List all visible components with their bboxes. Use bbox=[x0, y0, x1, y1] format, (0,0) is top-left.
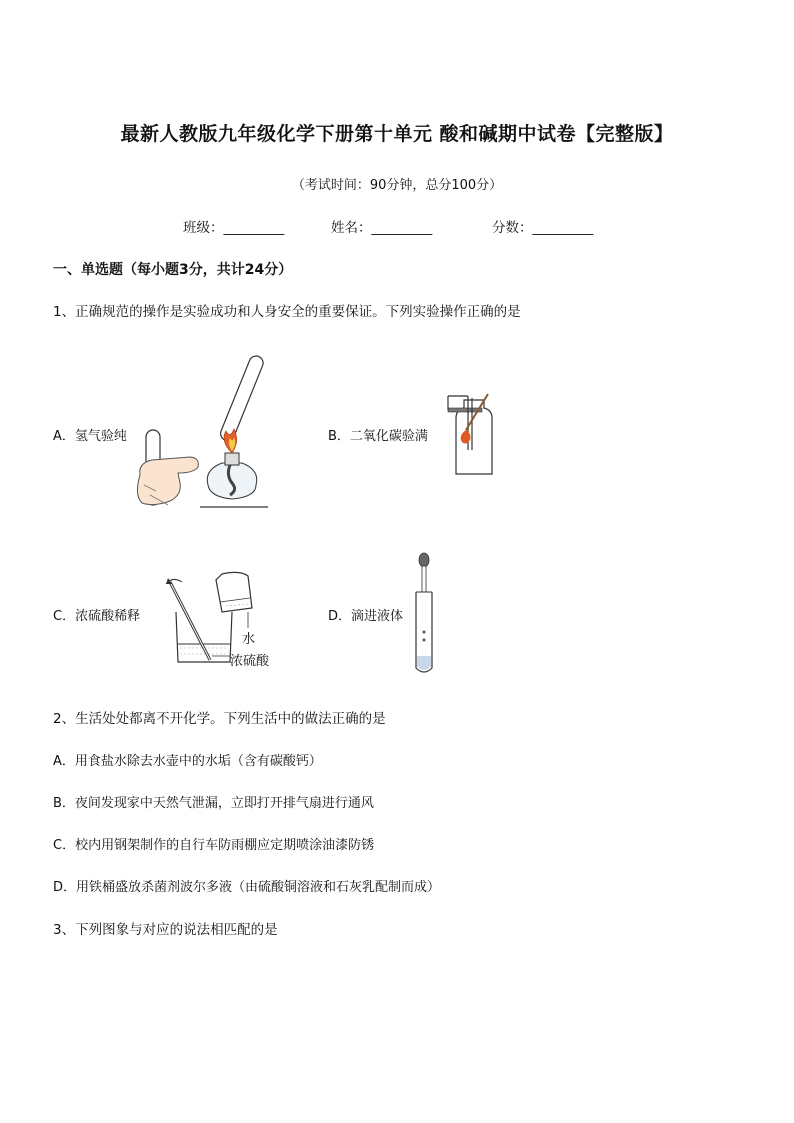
q1-option-a[interactable]: A．氢气验纯 bbox=[53, 429, 127, 444]
question-3-stem: 3、下列图象与对应的说法相匹配的是 bbox=[53, 922, 278, 938]
figure-dropper bbox=[410, 552, 440, 676]
q2-option-b[interactable]: B．夜间发现家中天然气泄漏，立即打开排气扇进行通风 bbox=[53, 796, 374, 811]
section-heading: 一、单选题（每小题3分，共计24分） bbox=[53, 262, 293, 278]
q1-option-b[interactable]: B．二氧化碳验满 bbox=[328, 429, 428, 444]
q1-option-d[interactable]: D．滴进液体 bbox=[328, 609, 404, 624]
label-water: 水 bbox=[242, 632, 256, 647]
class-field[interactable]: 班级：_________ bbox=[183, 220, 285, 236]
q1-option-c[interactable]: C．浓硫酸稀释 bbox=[53, 609, 141, 624]
q2-option-a[interactable]: A．用食盐水除去水壶中的水垢（含有碳酸钙） bbox=[53, 754, 322, 769]
score-field[interactable]: 分数：_________ bbox=[492, 220, 594, 236]
exam-info: （考试时间：90分钟，总分100分） bbox=[291, 178, 503, 193]
figure-hydrogen-test bbox=[130, 345, 280, 515]
q2-option-d[interactable]: D．用铁桶盛放杀菌剂波尔多液（由硫酸铜溶液和石灰乳配制而成） bbox=[53, 880, 441, 895]
question-1-stem: 1、正确规范的操作是实验成功和人身安全的重要保证。下列实验操作正确的是 bbox=[53, 304, 521, 320]
page-title: 最新人教版九年级化学下册第十单元 酸和碱期中试卷【完整版】 bbox=[120, 123, 674, 145]
q2-option-c[interactable]: C．校内用钢架制作的自行车防雨棚应定期喷涂油漆防锈 bbox=[53, 838, 375, 853]
figure-co2-test bbox=[446, 390, 496, 478]
label-concentrated-acid: 浓硫酸 bbox=[230, 654, 270, 669]
question-2-stem: 2、生活处处都离不开化学。下列生活中的做法正确的是 bbox=[53, 711, 386, 727]
name-field[interactable]: 姓名：_________ bbox=[331, 220, 433, 236]
